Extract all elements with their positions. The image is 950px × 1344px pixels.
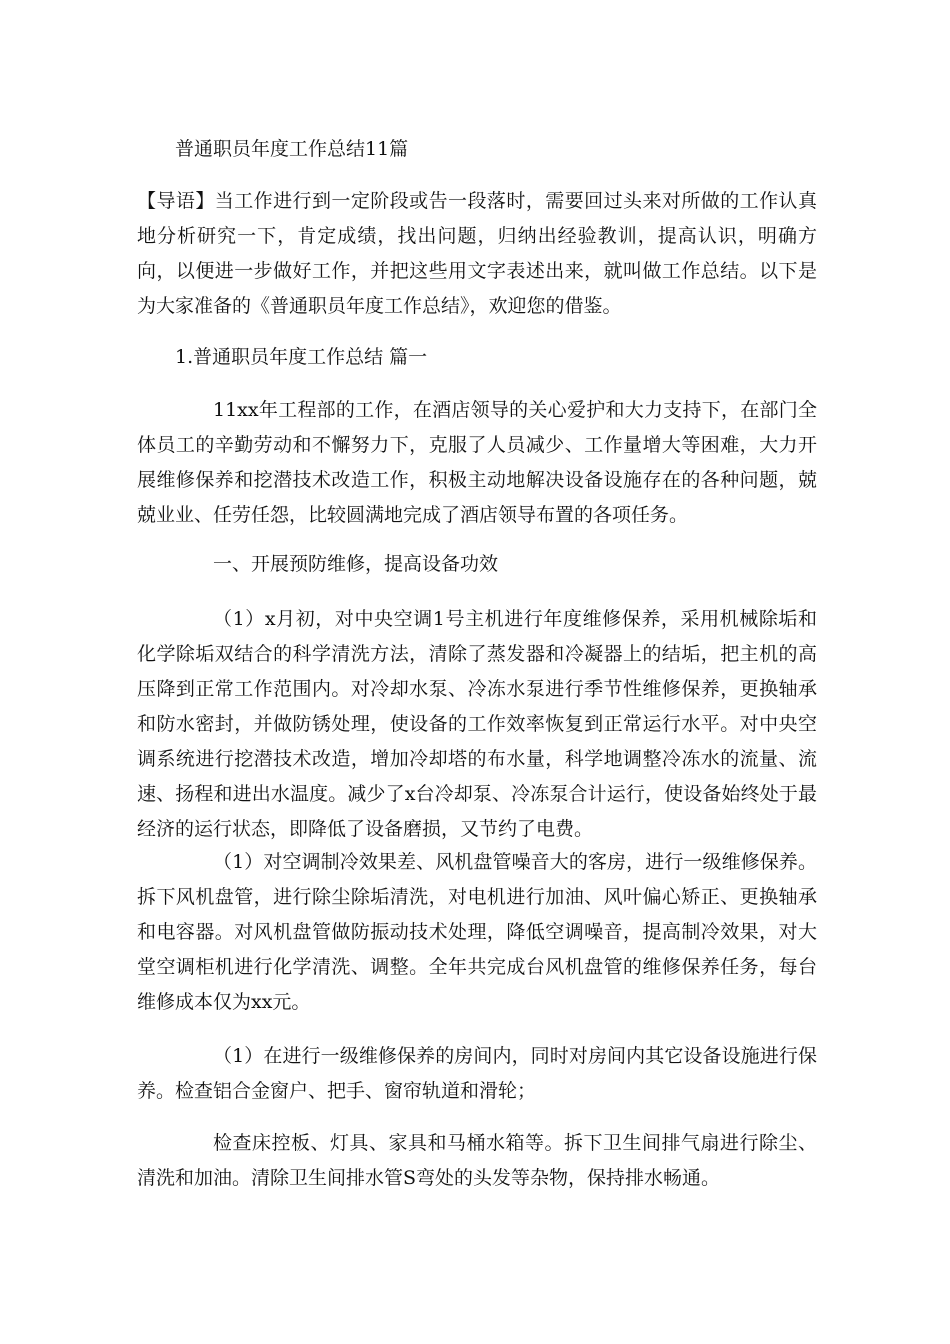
intro-paragraph: 【导语】当工作进行到一定阶段或告一段落时，需要回过头来对所做的工作认真地分析研究一下，肯定成绩，找出问题，归纳出经验教训，提高认识，明确方向，以便进一步做好工作，并把这些用文字表述出来，就叫做工作总结。以下是为大家准备的《普通职员年度工作总结》，欢迎您的借鉴。 xyxy=(137,190,817,317)
body-paragraph-3: （1）对空调制冷效果差、风机盘管噪音大的客房，进行一级维修保养。拆下风机盘管，进行除尘除垢清洗，对电机进行加油、风叶偏心矫正、更换轴承和电容器。对风机盘管做防振动技术处理，降低空调噪音，提高制冷效果，对大堂空调柜机进行化学清洗、调整。全年共完成台风机盘管的维修保养任务，每台维修成本仅为xx元。 xyxy=(137,851,817,1013)
body-paragraph-4: （1）在进行一级维修保养的房间内，同时对房间内其它设备设施进行保养。检查铝合金窗户、把手、窗帘轨道和滑轮； xyxy=(137,1045,817,1102)
document-title: 普通职员年度工作总结11篇 xyxy=(175,138,409,160)
body-paragraph-2: （1）x月初，对中央空调1号主机进行年度维修保养，采用机械除垢和化学除垢双结合的科学清洗方法，清除了蒸发器和冷凝器上的结垢，把主机的高压降到正常工作范围内。对冷却水泵、冷冻水泵进行季节性维修保养，更换轴承和防水密封，并做防锈处理，使设备的工作效率恢复到正常运行水平。对中央空调系统进行挖潜技术改造，增加冷却塔的布水量，科学地调整冷冻水的流量、流速、扬程和进出水温度。减少了x台冷却泵、冷冻泵合计运行，使设备始终处于最经济的运行状态，即降低了设备磨损，又节约了电费。 xyxy=(137,608,817,840)
body-paragraph-5: 检查床控板、灯具、家具和马桶水箱等。拆下卫生间排气扇进行除尘、清洗和加油。清除卫生间排水管S弯处的头发等杂物，保持排水畅通。 xyxy=(137,1132,817,1189)
section-heading: 1.普通职员年度工作总结 篇一 xyxy=(175,346,428,368)
subheading-1: 一、开展预防维修，提高设备功效 xyxy=(213,553,499,575)
body-paragraph-1: 11xx年工程部的工作，在酒店领导的关心爱护和大力支持下，在部门全体员工的辛勤劳动和不懈努力下，克服了人员减少、工作量增大等困难，大力开展维修保养和挖潜技术改造工作，积极主动地解决设备设施存在的各种问题，兢兢业业、任劳任怨，比较圆满地完成了酒店领导布置的各项任务。 xyxy=(137,399,817,526)
